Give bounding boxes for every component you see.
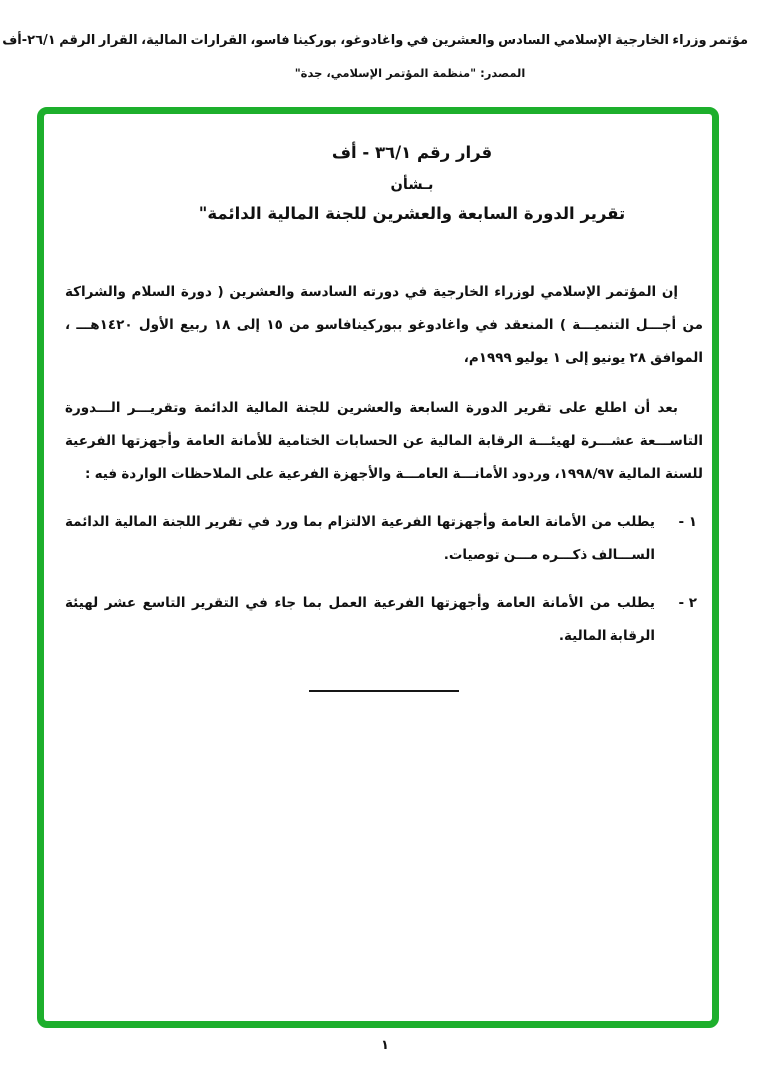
resolution-regarding-label: بـشأن	[390, 177, 434, 193]
document-reference-header: مؤتمر وزراء الخارجية الإسلامي السادس والعشرين في واغادوغو، بوركينا فاسو، القرارات المالية، القرار الرقم ٢٦/١-أف	[2, 33, 748, 48]
item-number: ٢ -	[678, 595, 697, 611]
item-number: ١ -	[678, 514, 697, 530]
resolution-item-2	[65, 587, 703, 653]
source-line: المصدر: "منظمة المؤتمر الإسلامي، جدة"	[294, 66, 526, 80]
resolution-number-title: قرار رقم ٣٦/١ - أف	[331, 143, 493, 162]
resolution-item-1	[65, 506, 703, 572]
item-text: يطلب من الأمانة العامة وأجهزتها الفرعية الالتزام بما ورد في تقرير اللجنة المالية الدائمة الســـالف ذكـــره مـــن توصيات.	[65, 514, 655, 563]
preamble-paragraph: إن المؤتمر الإسلامي لوزراء الخارجية في دورته السادسة والعشرين ( دورة السلام والشراكة من أجـــل التنميـــة ) المنعقد في واغادوغو ببوركينافاسو من ١٥ إلى ١٨ ربيع الأول ١٤٢٠هـــ ، الموافق ٢٨ يونيو إلى ١ يوليو ١٩٩٩م،	[65, 284, 703, 366]
item-text: يطلب من الأمانة العامة وأجهزتها الفرعية العمل بما جاء في التقرير التاسع عشر لهيئة الرقابة المالية.	[65, 595, 655, 644]
end-divider	[309, 690, 459, 692]
document-frame	[37, 107, 719, 1028]
resolution-subject-title: تقرير الدورة السابعة والعشرين للجنة المالية الدائمة"	[198, 204, 626, 223]
review-paragraph: بعد أن اطلع على تقرير الدورة السابعة والعشرين للجنة المالية الدائمة وتقريـــر الـــدورة التاســـعة عشـــرة لهيئـــة الرقابة المالية عن الحسابات الختامية للأمانة العامة وأجهزتها الفرعية للسنة المالية ١٩٩٨/٩٧، وردود الأمانـــة العامـــة والأجهزة الفرعية على الملاحظات الواردة فيه :	[65, 400, 703, 482]
document-content	[44, 114, 712, 692]
page-number: ١	[381, 1038, 389, 1053]
resolution-title-block	[93, 143, 731, 224]
